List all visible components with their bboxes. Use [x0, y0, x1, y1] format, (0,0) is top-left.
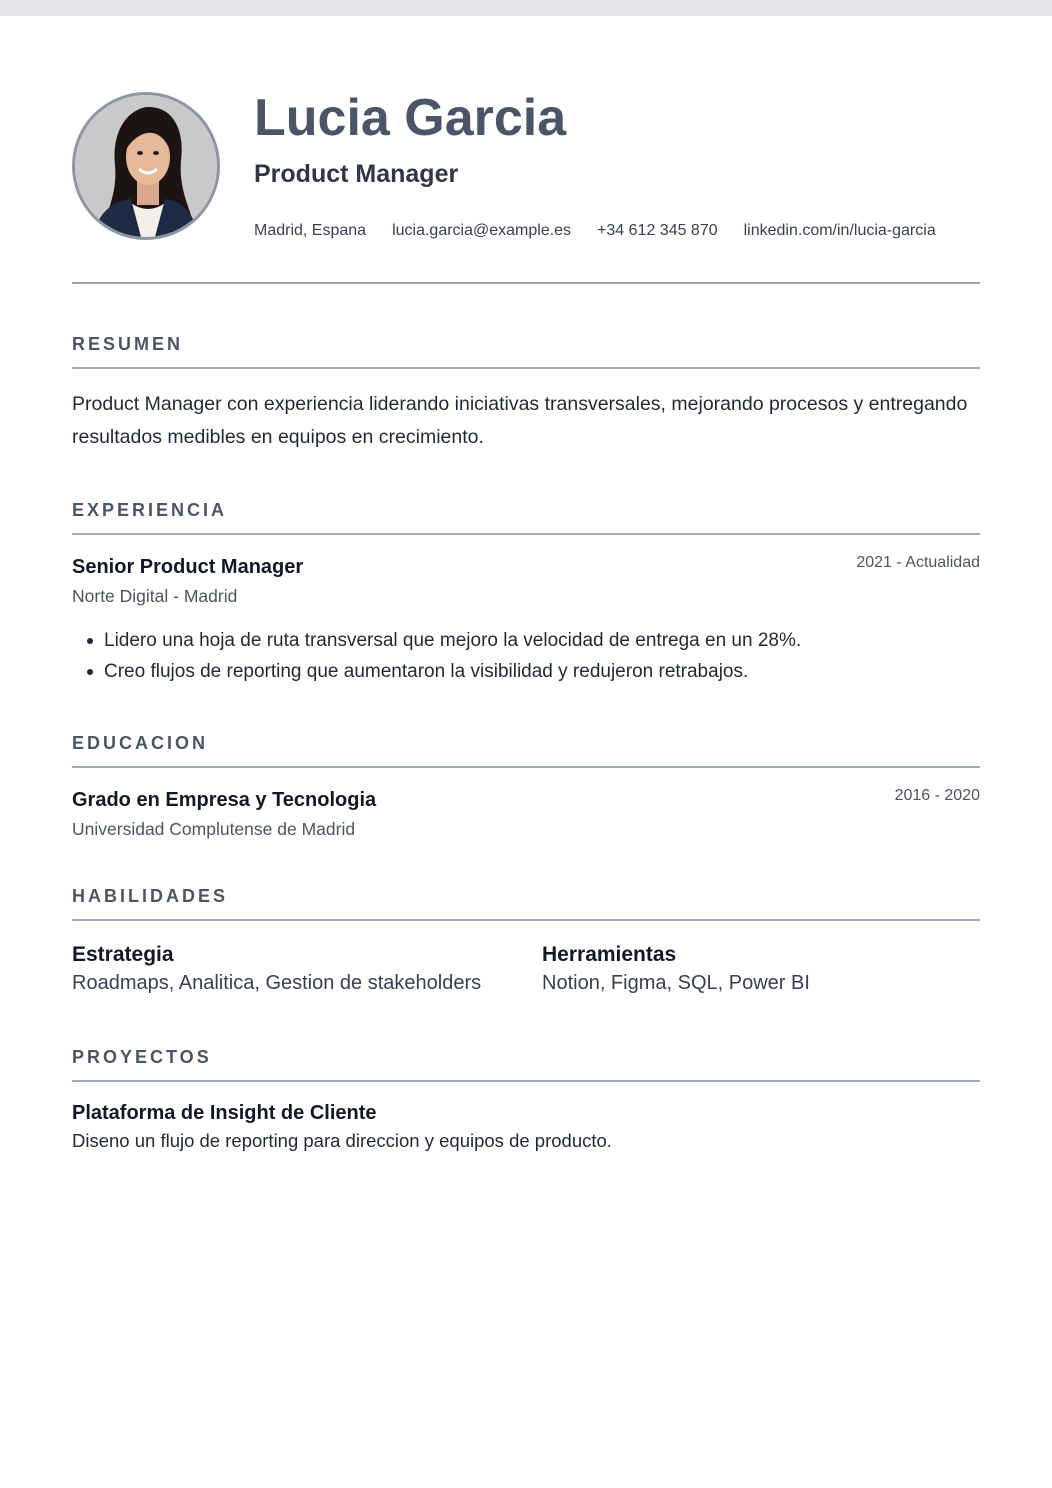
candidate-role: Product Manager: [254, 160, 459, 188]
section-title-projects: PROYECTOS: [72, 1045, 980, 1082]
skill-group-title: Herramientas: [542, 943, 677, 966]
resume-header: [72, 16, 980, 284]
experience-bullets: [72, 625, 801, 687]
education-dates: 2016 - 2020: [894, 787, 980, 804]
skill-group-strategy: [72, 941, 481, 997]
contact-linkedin[interactable]: linkedin.com/in/lucia-garcia: [743, 222, 936, 239]
candidate-name: Lucia Garcia: [254, 89, 567, 147]
project-description: Diseno un flujo de reporting para direccion y equipos de producto.: [72, 1130, 612, 1151]
section-title-summary: RESUMEN: [72, 332, 980, 369]
experience-company: Norte Digital - Madrid: [72, 586, 238, 606]
section-title-experience: EXPERIENCIA: [72, 498, 980, 535]
section-title-education: EDUCACION: [72, 731, 980, 768]
skill-group-title: Estrategia: [72, 943, 174, 966]
contact-info: [254, 220, 936, 242]
profile-photo: [72, 92, 220, 240]
resume-page: [0, 16, 1052, 1488]
contact-phone[interactable]: +34 612 345 870: [597, 222, 718, 239]
experience-position: Senior Product Manager: [72, 556, 304, 578]
project-name: Plataforma de Insight de Cliente: [72, 1102, 377, 1124]
skill-group-items: Notion, Figma, SQL, Power BI: [542, 972, 810, 994]
section-title-skills: HABILIDADES: [72, 884, 980, 921]
list-item: Creo flujos de reporting que aumentaron la visibilidad y redujeron retrabajos.: [104, 656, 801, 687]
skill-group-items: Roadmaps, Analitica, Gestion de stakeholders: [72, 972, 482, 994]
education-school: Universidad Complutense de Madrid: [72, 819, 356, 839]
summary-text: Product Manager con experiencia liderando iniciativas transversales, mejorando procesos y entregando resultados medibles en equipos en crecimiento.: [72, 393, 968, 448]
education-degree: Grado en Empresa y Tecnologia: [72, 789, 377, 811]
experience-dates: 2021 - Actualidad: [856, 554, 980, 571]
list-item: Lidero una hoja de ruta transversal que mejoro la velocidad de entrega en un 28%.: [104, 625, 801, 656]
contact-email[interactable]: lucia.garcia@example.es: [392, 222, 572, 239]
skill-group-tools: [542, 941, 810, 997]
contact-location: Madrid, Espana: [254, 222, 367, 239]
